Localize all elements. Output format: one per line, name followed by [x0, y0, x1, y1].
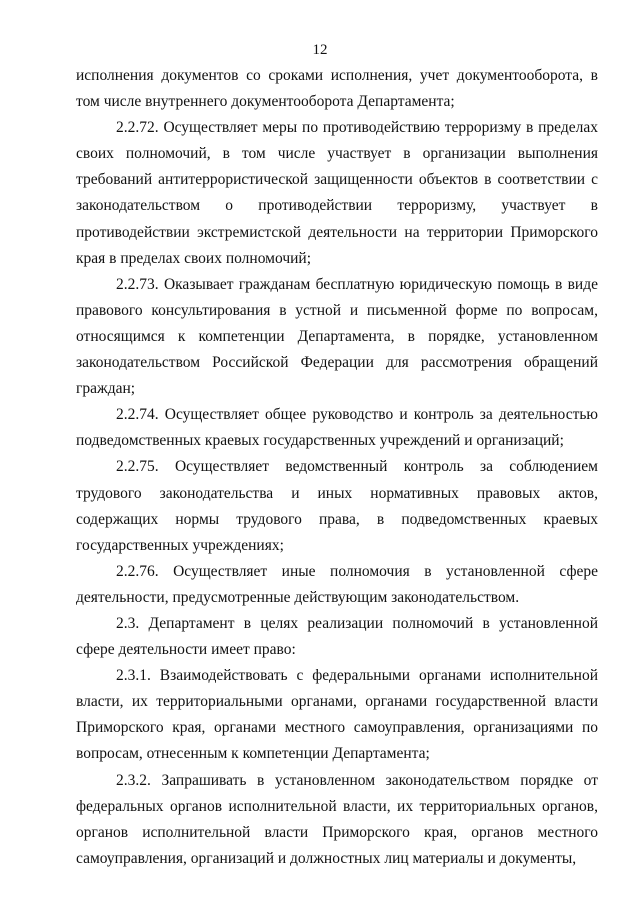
paragraph-2-2-72: 2.2.72. Осуществляет меры по противодействию терроризму в пределах своих полномочий, в том числе участвует в организации выполнения требований антитеррористической защищенности объектов в соответствии с законодательством о противодействии терроризму, участвует в противодействии экстремистской деятельности на территории Приморского края в пределах своих полномочий;	[76, 119, 598, 267]
paragraph-2-3-1: 2.3.1. Взаимодействовать с федеральными органами исполнительной власти, их территориальными органами, органами государственной власти Приморского края, органами местного самоуправления, организациями по вопросам, отнесенным к компетенции Департамента;	[76, 667, 598, 763]
paragraph-2-2-74: 2.2.74. Осуществляет общее руководство и контроль за деятельностью подведомственных краевых государственных учреждений и организаций;	[76, 406, 598, 450]
paragraph-continuation: исполнения документов со сроками исполнения, учет документооборота, в том числе внутреннего документооборота Департамента;	[76, 67, 598, 111]
document-body	[76, 63, 598, 872]
page-number: 12	[312, 42, 328, 58]
paragraph-2-2-75: 2.2.75. Осуществляет ведомственный контроль за соблюдением трудового законодательства и иных нормативных правовых актов, содержащих нормы трудового права, в подведомственных краевых государственных учреждениях;	[76, 458, 598, 554]
paragraph-2-2-76: 2.2.76. Осуществляет иные полномочия в установленной сфере деятельности, предусмотренные действующим законодательством.	[76, 562, 598, 606]
paragraph-2-2-73: 2.2.73. Оказывает гражданам бесплатную юридическую помощь в виде правового консультирования в устной и письменной форме по вопросам, относящимся к компетенции Департамента, в порядке, установленном законодательством Российской Федерации для рассмотрения обращений граждан;	[76, 275, 598, 398]
paragraph-2-3: 2.3. Департамент в целях реализации полномочий в установленной сфере деятельности имеет право:	[76, 614, 598, 659]
paragraph-2-3-2: 2.3.2. Запрашивать в установленном законодательством порядке от федеральных органов исполнительной власти, их территориальных органов, органов исполнительной власти Приморского края, органов местного самоуправления, организаций и должностных лиц материалы и документы,	[76, 771, 598, 867]
